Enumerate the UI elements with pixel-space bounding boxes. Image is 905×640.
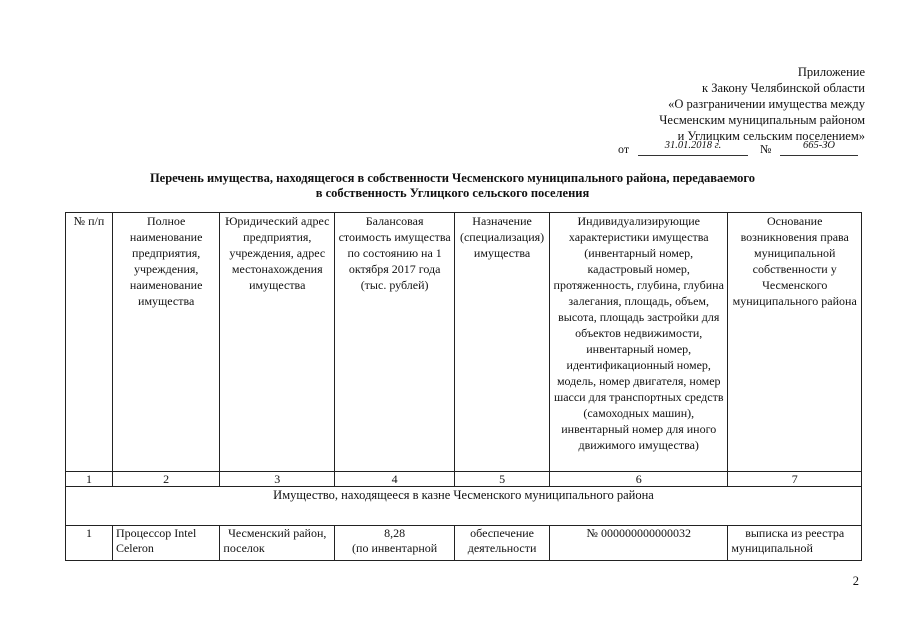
- row-value-cell: [335, 526, 455, 561]
- column-number: 4: [335, 472, 455, 487]
- row-basis: выписка из реестра муниципальной: [728, 526, 862, 561]
- row-name: Процессор Intel Celeron: [112, 526, 219, 561]
- column-number-row: [66, 472, 862, 487]
- number-label: №: [760, 142, 772, 156]
- header-cell: Полное наименование предприятия, учреждения, наименование имущества: [112, 213, 219, 472]
- column-number: 6: [550, 472, 728, 487]
- column-number: 1: [66, 472, 113, 487]
- appendix-line: к Закону Челябинской области: [702, 81, 865, 95]
- registration-date: 31.01.2018 г.: [638, 140, 748, 156]
- header-cell: Индивидуализирующие характеристики имущества (инвентарный номер, кадастровый номер, протяженность, глубина, глубина залегания, площадь, объем, высота, площадь застройки для объектов недвижимости, инвентарный номер, идентификационный номер, модель, номер двигателя, номер шасси для транспортных средств (самоходных машин), инвентарный номер для иного движимого имущества): [550, 213, 728, 472]
- row-number: 1: [66, 526, 113, 561]
- row-characteristics: № 000000000000032: [550, 526, 728, 561]
- row-purpose: обеспечение деятельности: [455, 526, 550, 561]
- row-address: Чесменский район, поселок: [220, 526, 335, 561]
- appendix-line: «О разграничении имущества между: [668, 97, 865, 111]
- title-line-1: Перечень имущества, находящегося в собственности Чесменского муниципального района, передаваемого: [149, 171, 756, 185]
- registration-line: [618, 140, 863, 158]
- from-label: от: [618, 142, 630, 156]
- column-number: 2: [112, 472, 219, 487]
- section-row: [66, 487, 862, 526]
- appendix-line: и Углицким сельским поселением»: [677, 129, 865, 143]
- header-cell: Юридический адрес предприятия, учреждения, адрес местонахождения имущества: [220, 213, 335, 472]
- appendix-header: [659, 64, 865, 144]
- row-value: 8,28: [384, 526, 406, 540]
- column-number: 5: [455, 472, 550, 487]
- header-cell: Балансовая стоимость имущества по состоянию на 1 октября 2017 года (тыс. рублей): [335, 213, 455, 472]
- table-header-row: [66, 213, 862, 472]
- row-value-note: (по инвентарной: [352, 541, 438, 555]
- appendix-line: Чесменским муниципальным районом: [659, 113, 865, 127]
- table-row: [66, 526, 862, 561]
- title-line-2: в собственность Углицкого сельского поселения: [315, 186, 590, 200]
- registration-number: 665-ЗО: [780, 140, 858, 156]
- column-number: 3: [220, 472, 335, 487]
- property-table: [65, 212, 862, 561]
- document-title: [60, 171, 845, 201]
- header-cell: № п/п: [66, 213, 113, 472]
- page-number: 2: [852, 574, 859, 588]
- appendix-line: Приложение: [797, 65, 865, 79]
- header-cell: Назначение (специализация) имущества: [455, 213, 550, 472]
- section-title: Имущество, находящееся в казне Чесменского муниципального района: [66, 487, 862, 526]
- column-number: 7: [728, 472, 862, 487]
- header-cell: Основание возникновения права муниципальной собственности у Чесменского муниципального района: [728, 213, 862, 472]
